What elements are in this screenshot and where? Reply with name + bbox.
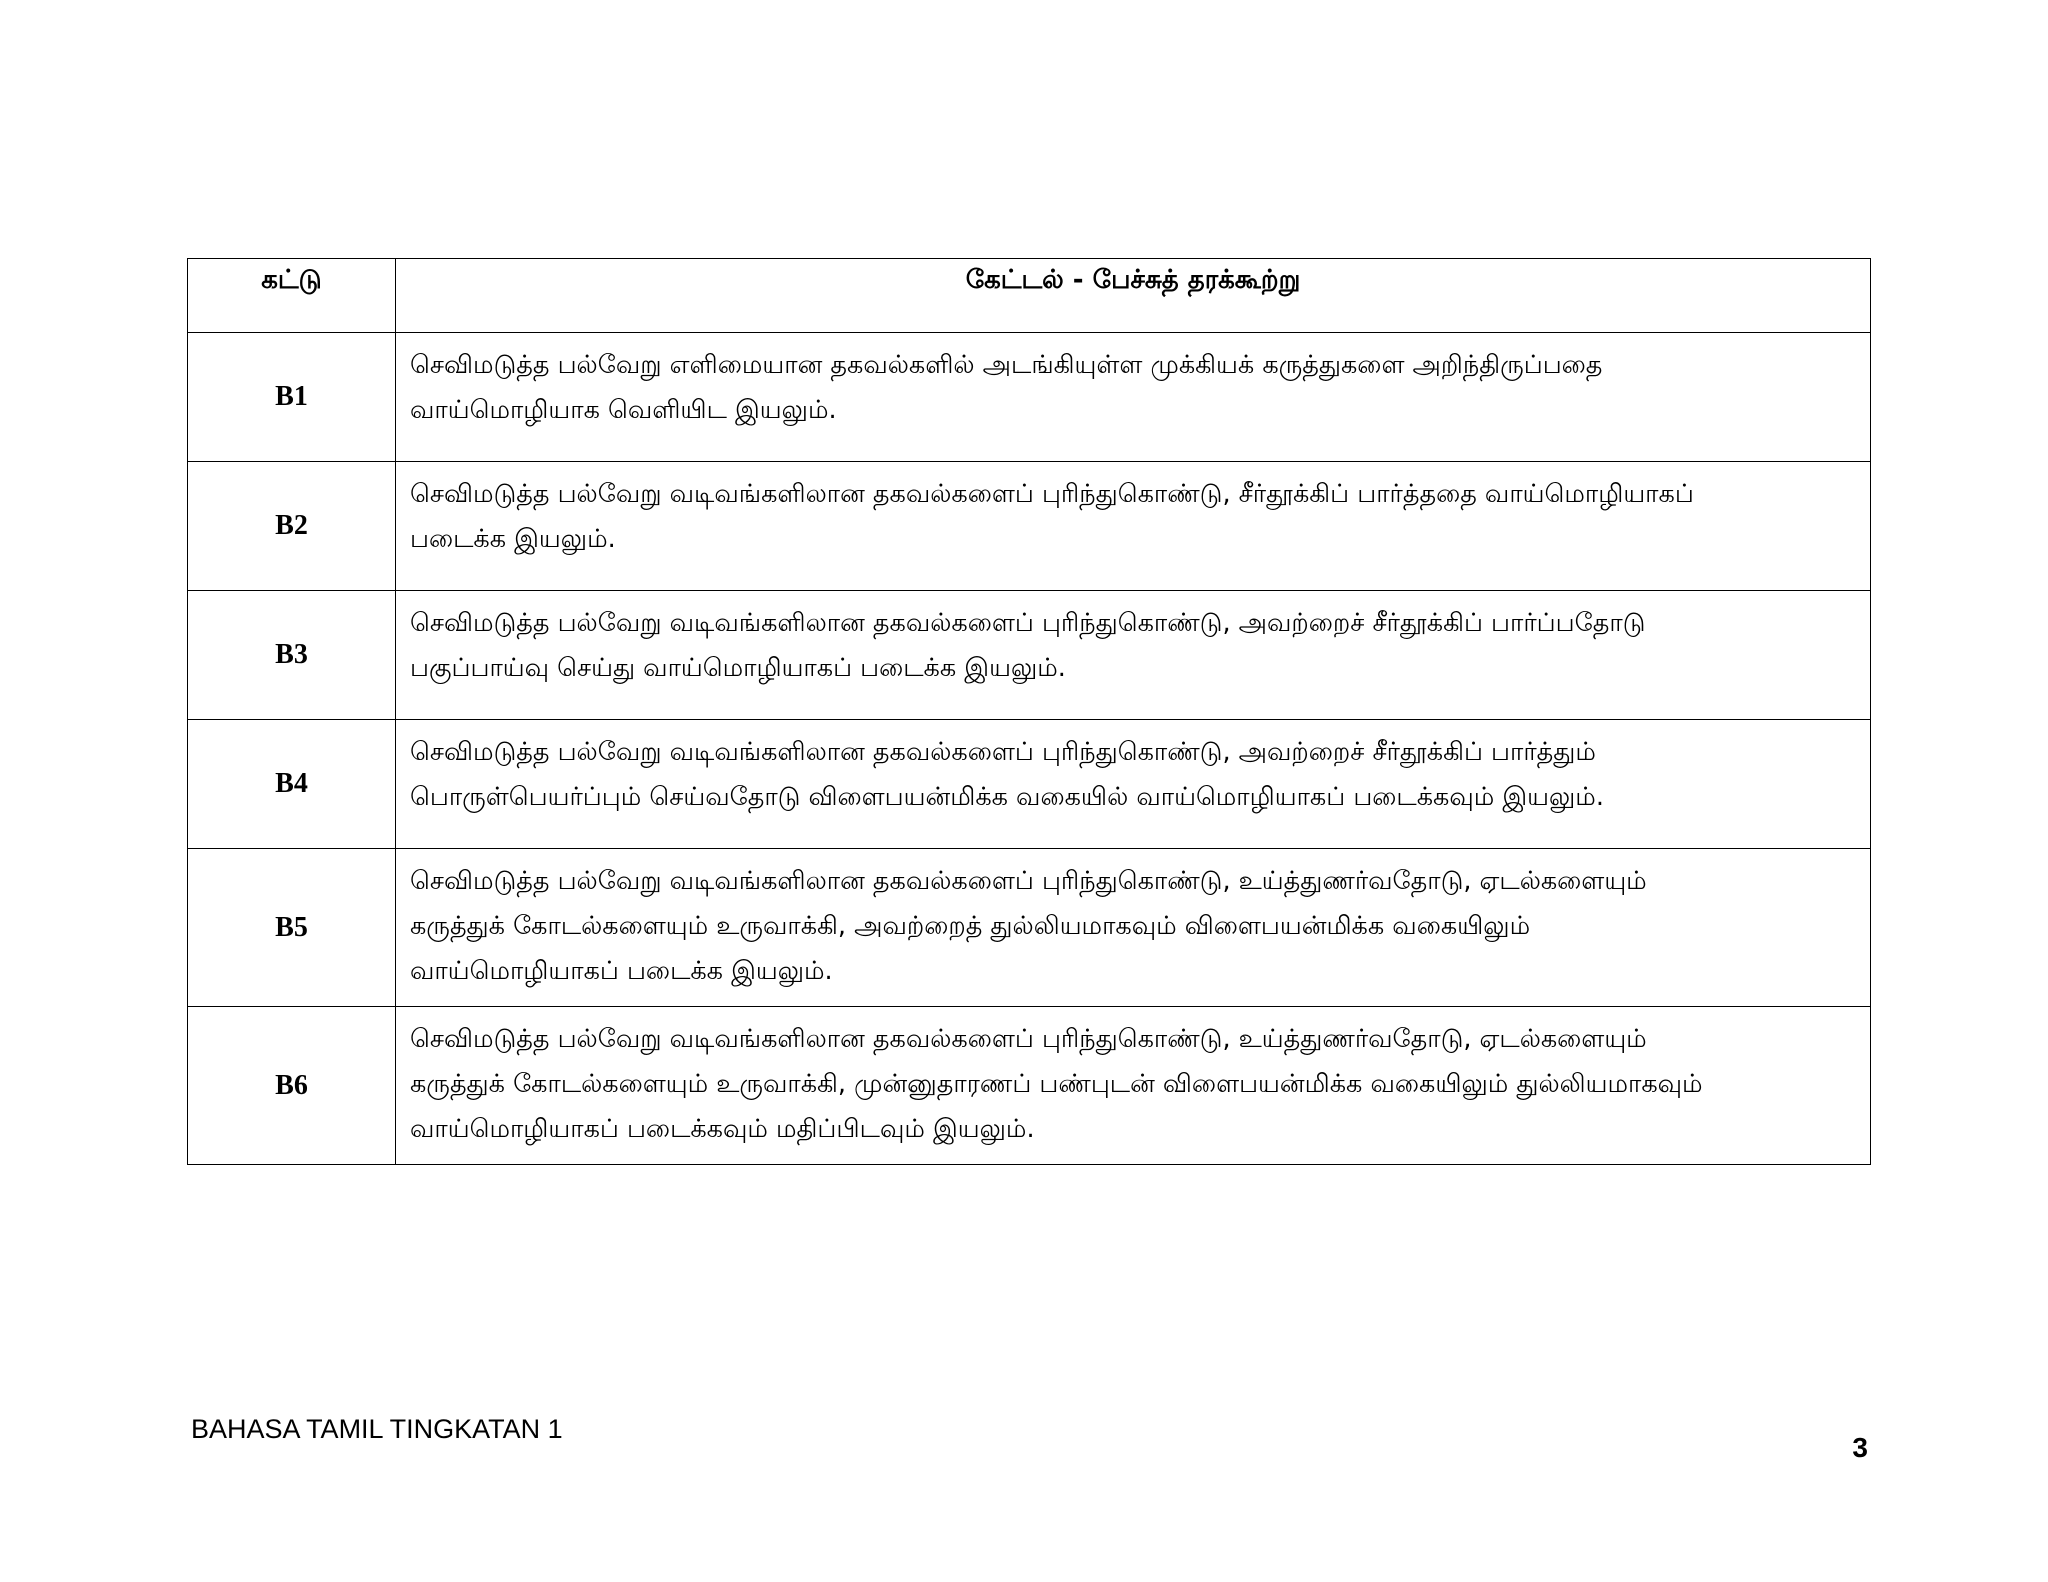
table-row	[188, 462, 1871, 591]
band-descriptor	[396, 720, 1871, 849]
band-descriptor	[396, 1007, 1871, 1165]
descriptor-line: கருத்துக் கோடல்களையும் உருவாக்கி, முன்னுதாரணப் பண்புடன் விளைபயன்மிக்க வகையிலும் துல்லியமாகவும்	[410, 1069, 1703, 1099]
table-row	[188, 849, 1871, 1007]
descriptor-line: செவிமடுத்த பல்வேறு எளிமையான தகவல்களில் அடங்கியுள்ள முக்கியக் கருத்துகளை அறிந்திருப்பதை	[410, 350, 1603, 380]
band-label: B6	[188, 1007, 396, 1165]
band-descriptor	[396, 849, 1871, 1007]
descriptor-line: செவிமடுத்த பல்வேறு வடிவங்களிலான தகவல்களைப் புரிந்துகொண்டு, உய்த்துணர்வதோடு, ஏடல்களையும்	[410, 1024, 1647, 1054]
band-label: B5	[188, 849, 396, 1007]
band-column-header: கட்டு	[188, 259, 396, 333]
band-descriptor	[396, 462, 1871, 591]
descriptor-line: செவிமடுத்த பல்வேறு வடிவங்களிலான தகவல்களைப் புரிந்துகொண்டு, அவற்றைச் சீர்தூக்கிப் பார்ப்பதோடு	[410, 608, 1646, 638]
band-label: B1	[188, 333, 396, 462]
band-label: B3	[188, 591, 396, 720]
descriptor-line: செவிமடுத்த பல்வேறு வடிவங்களிலான தகவல்களைப் புரிந்துகொண்டு, உய்த்துணர்வதோடு, ஏடல்களையும்	[410, 866, 1647, 896]
table-row	[188, 333, 1871, 462]
footer-title: BAHASA TAMIL TINGKATAN 1	[191, 1414, 563, 1444]
descriptor-line: படைக்க இயலும்.	[410, 524, 616, 554]
descriptor-line: பகுப்பாய்வு செய்து வாய்மொழியாகப் படைக்க இயலும்.	[410, 653, 1066, 683]
descriptor-line: வாய்மொழியாகப் படைக்கவும் மதிப்பிடவும் இயலும்.	[410, 1114, 1035, 1144]
descriptor-line: செவிமடுத்த பல்வேறு வடிவங்களிலான தகவல்களைப் புரிந்துகொண்டு, சீர்தூக்கிப் பார்த்ததை வாய்மொழியாகப்	[410, 479, 1694, 509]
band-descriptor	[396, 333, 1871, 462]
page-number: 3	[1852, 1432, 1868, 1463]
descriptor-line: வாய்மொழியாகப் படைக்க இயலும்.	[410, 956, 833, 986]
descriptor-line: பொருள்பெயர்ப்பும் செய்வதோடு விளைபயன்மிக்க வகையில் வாய்மொழியாகப் படைக்கவும் இயலும்.	[410, 782, 1604, 812]
descriptor-column-header: கேட்டல் - பேச்சுத் தரக்கூற்று	[396, 259, 1871, 333]
band-descriptor	[396, 591, 1871, 720]
band-label: B2	[188, 462, 396, 591]
table-row	[188, 591, 1871, 720]
band-descriptor-table	[187, 258, 1871, 1165]
descriptor-line: செவிமடுத்த பல்வேறு வடிவங்களிலான தகவல்களைப் புரிந்துகொண்டு, அவற்றைச் சீர்தூக்கிப் பார்த்தும்	[410, 737, 1596, 767]
descriptor-line: வாய்மொழியாக வெளியிட இயலும்.	[410, 395, 837, 425]
band-label: B4	[188, 720, 396, 849]
table-header-row	[188, 259, 1871, 333]
table-row	[188, 720, 1871, 849]
table-row	[188, 1007, 1871, 1165]
descriptor-line: கருத்துக் கோடல்களையும் உருவாக்கி, அவற்றைத் துல்லியமாகவும் விளைபயன்மிக்க வகையிலும்	[410, 911, 1531, 941]
